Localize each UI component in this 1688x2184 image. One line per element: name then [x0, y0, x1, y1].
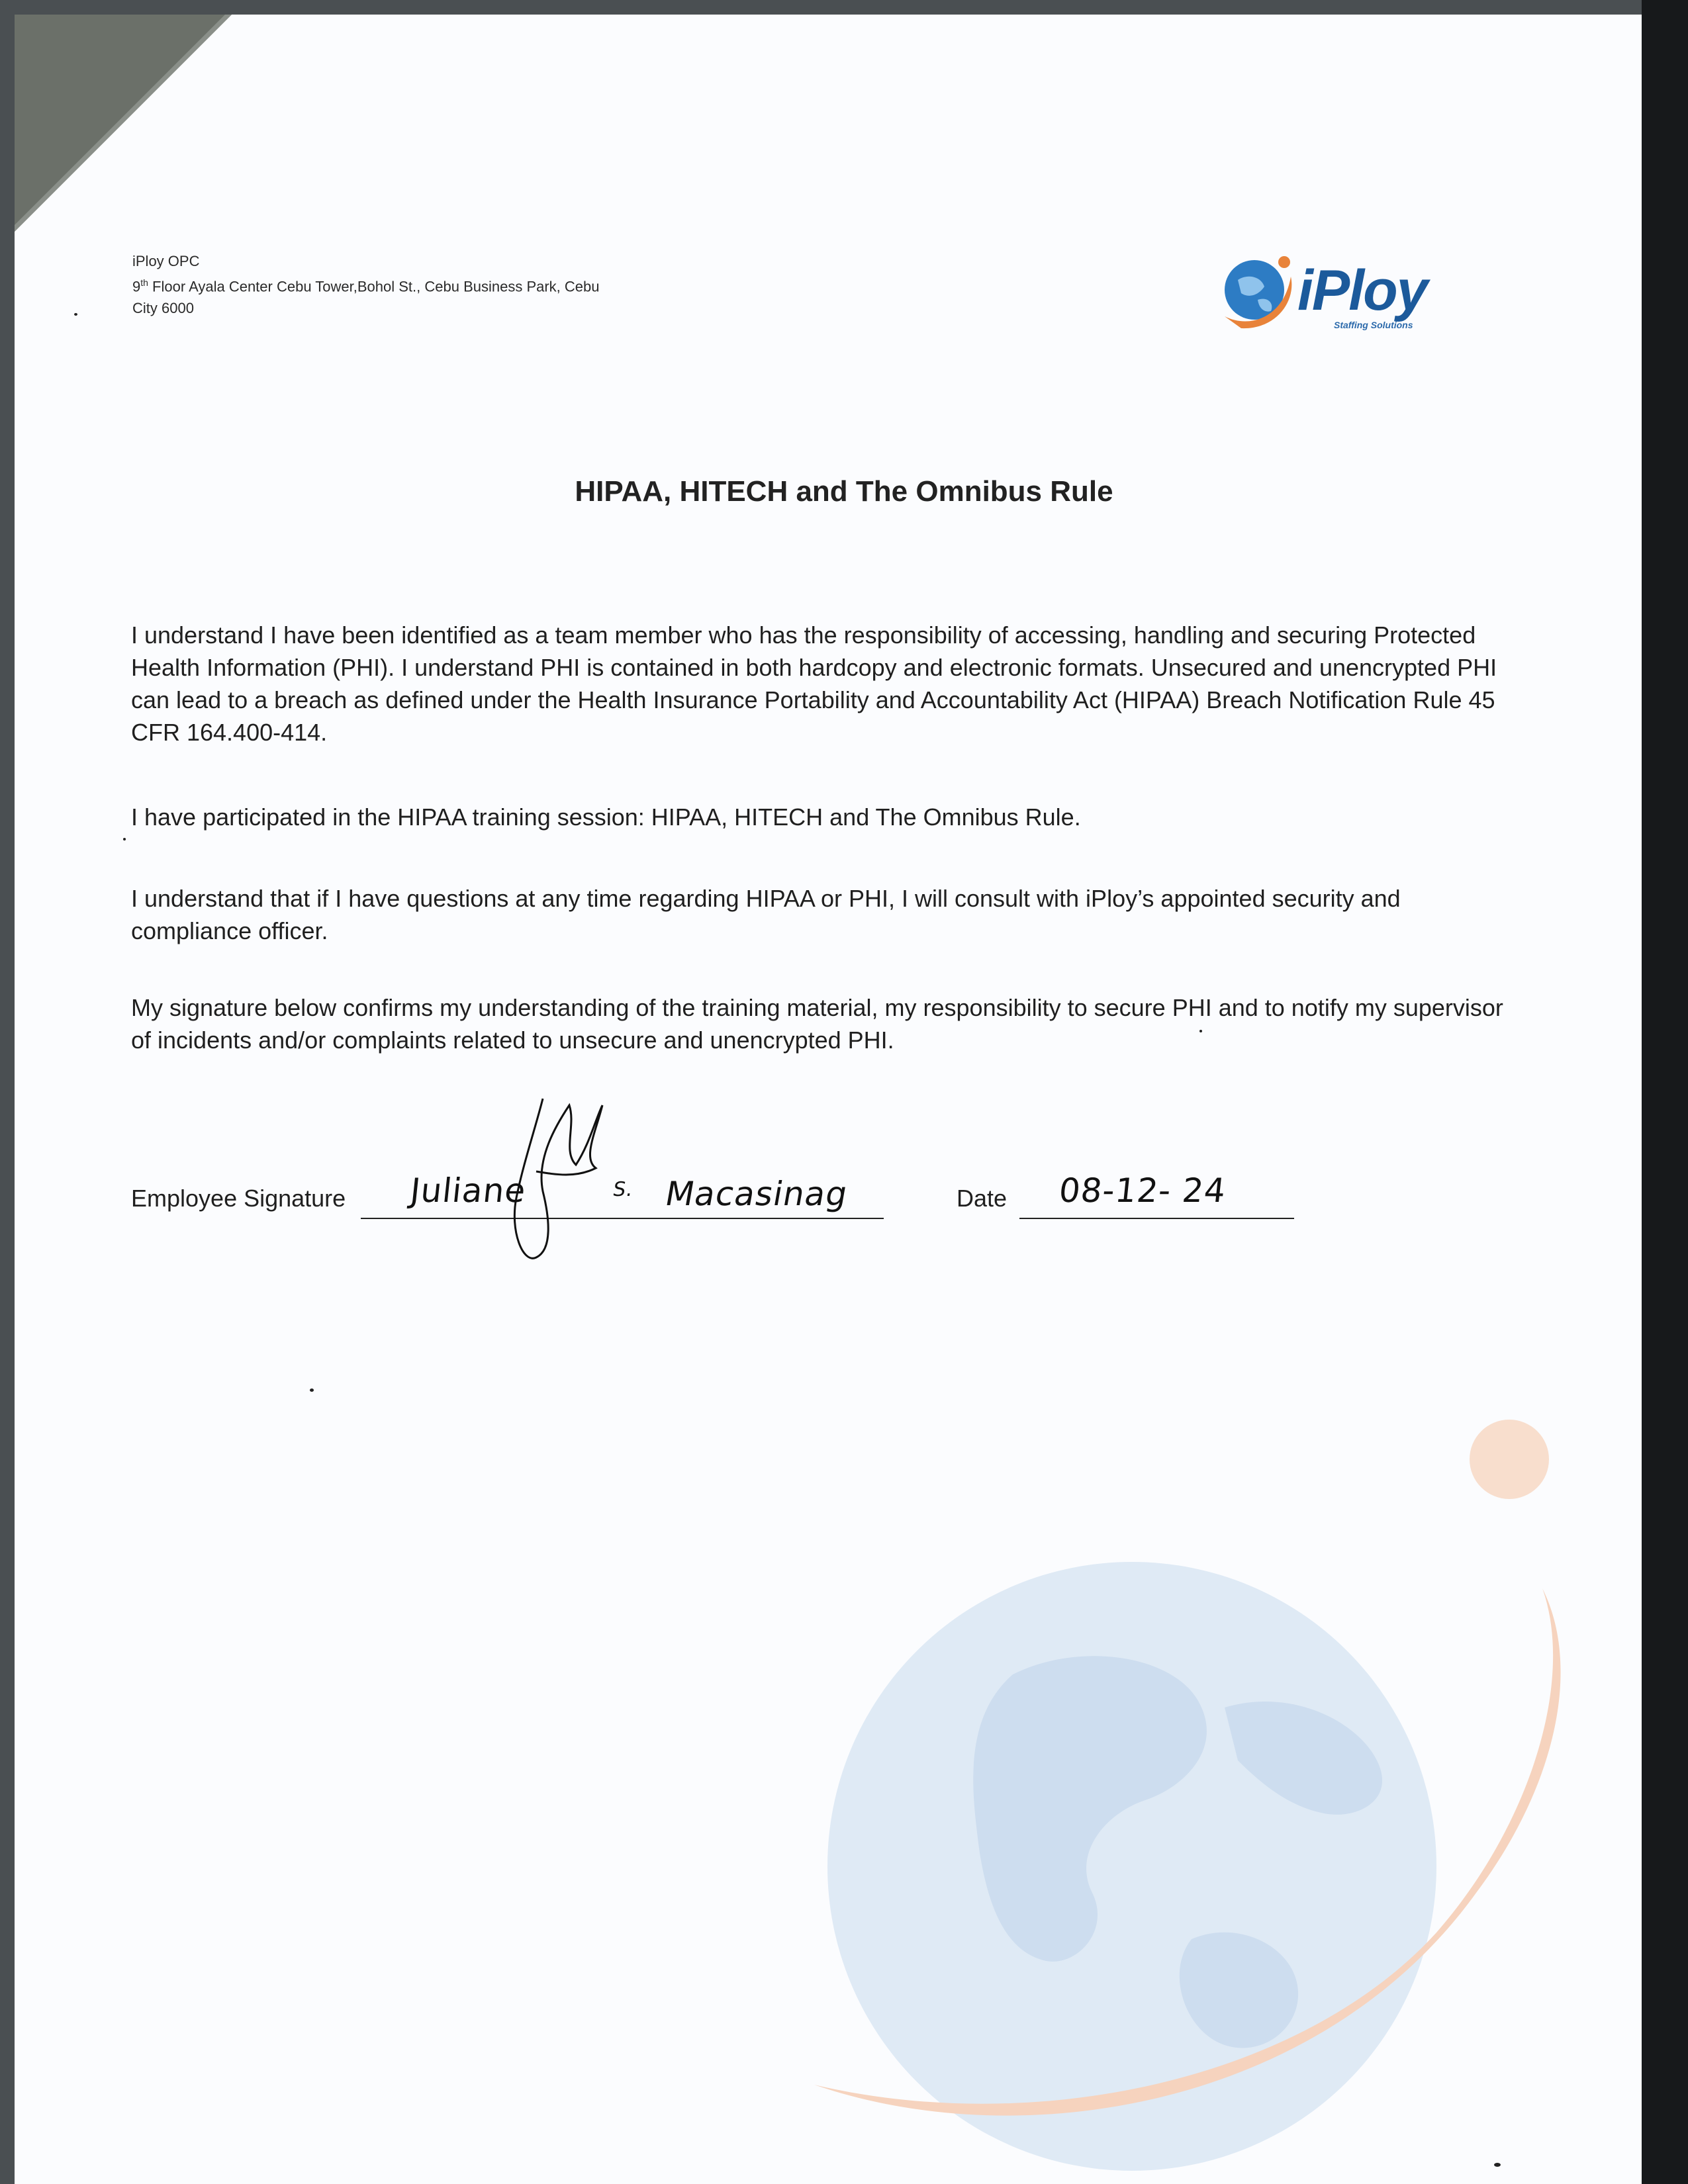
corner-fold [0, 0, 232, 232]
company-name: iPloy OPC [132, 253, 200, 269]
employee-signature-label: Employee Signature [131, 1185, 346, 1212]
scan-speck [1494, 2163, 1501, 2167]
scan-speck [1199, 1030, 1202, 1032]
scanner-edge [1642, 0, 1688, 2184]
address-floor-number: 9 [132, 278, 141, 295]
signature-initial: S. [611, 1178, 635, 1201]
signature-date-value: 08-12- 24 [1056, 1171, 1228, 1210]
paragraph-questions: I understand that if I have questions at any time regarding HIPAA or PHI, I will consult with iPloy’s appointed security and compliance officer. [131, 885, 1401, 944]
logo-tagline: Staffing Solutions [1334, 320, 1413, 330]
paragraph-training-session: I have participated in the HIPAA training session: HIPAA, HITECH and The Omnibus Rule. [131, 803, 1081, 831]
date-line [1019, 1218, 1294, 1219]
logo-brand-text: iPloy [1297, 259, 1427, 322]
signature-last-name [609, 1175, 851, 1213]
employee-signature-line [361, 1218, 884, 1219]
paragraph-phi-responsibility: I understand I have been identified as a team member who has the responsibility of accessing, handling and securing Protected Health Information (PHI). I understand PHI is contained in both hardcopy and electronic formats. Unsecured and unencrypted PHI can lead to a breach as defined under the Health Insurance Portability and Accountability Act (HIPAA) Breach Notification Rule 45 CFR 164.400-414. [131, 621, 1497, 746]
address-line-1 [132, 272, 600, 297]
company-address [132, 250, 600, 319]
document-title: HIPAA, HITECH and The Omnibus Rule [575, 475, 1113, 508]
scan-speck [123, 838, 126, 841]
scan-speck [74, 313, 77, 316]
address-line-2: City 6000 [132, 300, 194, 317]
signature-first-name: Juliane [408, 1171, 528, 1210]
scan-speck [310, 1388, 314, 1392]
watermark-globe [761, 1390, 1622, 2184]
date-label: Date [957, 1185, 1008, 1212]
address-street: Floor Ayala Center Cebu Tower,Bohol St., Cebu Business Park, Cebu [148, 278, 600, 295]
signature-surname: Macasinag [662, 1175, 851, 1213]
address-floor-suffix: th [140, 277, 148, 288]
paragraph-signature-confirmation: My signature below confirms my understanding of the training material, my responsibility to secure PHI and to notify my supervisor of incidents and/or complaints related to unsecure and unencrypted PHI. [131, 994, 1503, 1054]
